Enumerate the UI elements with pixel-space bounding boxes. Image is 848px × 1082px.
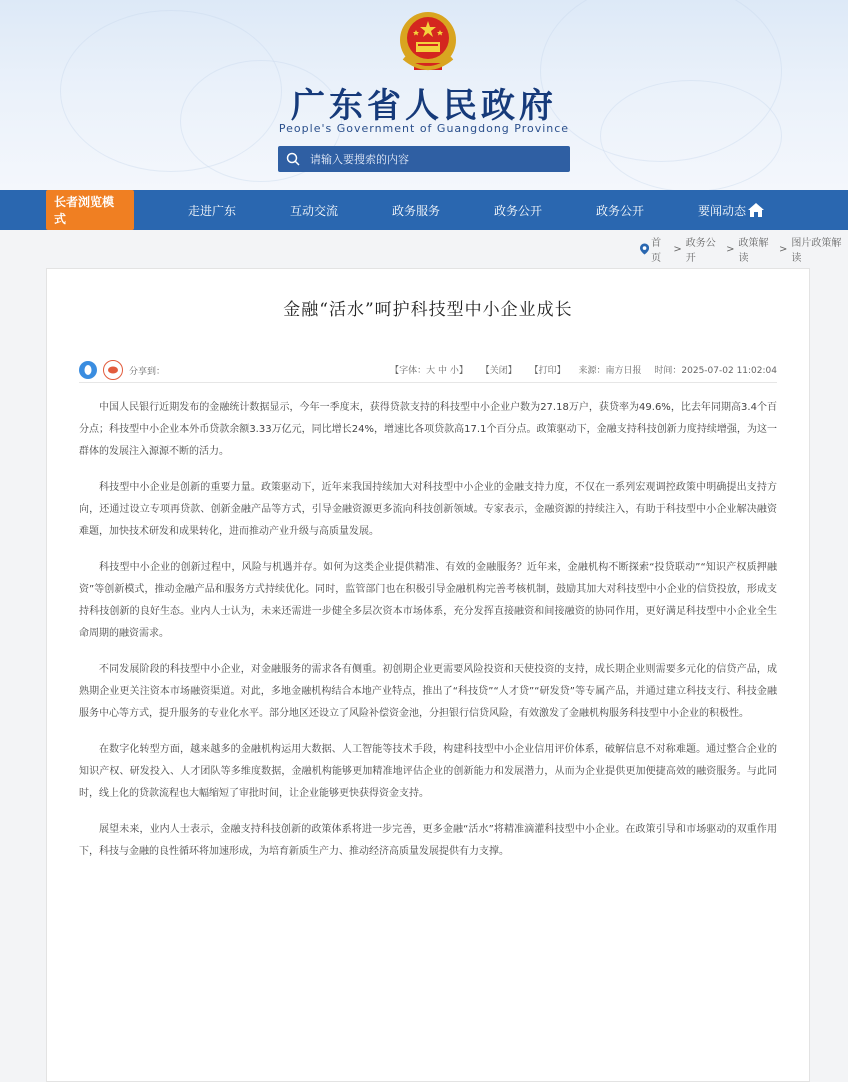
nav-item-services[interactable]: 政务服务 (391, 203, 440, 218)
breadcrumb-policy[interactable]: 政策解读 (738, 238, 769, 264)
font-size-control[interactable]: 【字体：大 中 小】 (390, 366, 468, 376)
breadcrumb: 首页 > 政务公开 > 政策解读 > 图片政策解读 (0, 230, 848, 268)
article-meta (79, 360, 777, 383)
article-card (46, 268, 810, 1082)
article-paragraph: 展望未来，业内人士表示，金融支持科技创新的政策体系将进一步完善，更多金融“活水”将精准滴灌科技型中小企业。在政策引导和市场驱动的双重作用下，科技与金融的良性循环将加速形成，为培育新质生产力、推动经济高质量发展提供有力支撑。 (79, 824, 777, 857)
site-title: 广东省人民政府 (291, 86, 557, 126)
nav-item-interaction[interactable]: 互动交流 (289, 203, 338, 218)
article-paragraph: 科技型中小企业的创新过程中，风险与机遇并存。如何为这类企业提供精准、有效的金融服务？近年来，金融机构不断探索“投贷联动”“知识产权质押融资”等创新模式，推动金融产品和服务方式持续优化。同时，监管部门也在积极引导金融机构完善考核机制，鼓励其加大对科技型中小企业的信贷投放，形成支持科技创新的良好生态。业内人士认为，未来还需进一步健全多层次资本市场体系，充分发挥直接融资和间接融资的协同作用，更好满足科技型中小企业全生命周期的融资需求。 (79, 562, 777, 639)
nav-item-public-info-2[interactable]: 政务公开 (596, 203, 645, 218)
article-title: 金融“活水”呵护科技型中小企业成长 (283, 300, 573, 320)
nav-item-news[interactable]: 要闻动态 (698, 203, 747, 218)
share-tools (79, 360, 165, 380)
search-icon[interactable] (278, 146, 308, 172)
nav-item-public-info[interactable]: 政务公开 (493, 203, 542, 218)
search-input[interactable] (308, 152, 562, 167)
article-source: 来源：南方日报 (578, 366, 642, 376)
article-paragraph: 不同发展阶段的科技型中小企业，对金融服务的需求各有侧重。初创期企业更需要风险投资和天使投资的支持，成长期企业则需要多元化的信贷产品，成熟期企业更关注资本市场融资渠道。对此，多地金融机构结合本地产业特点，推出了“科技贷”“人才贷”“研发贷”等专属产品，并通过建立科技支行、科技金融服务中心等方式，提升服务的专业化水平。部分地区还设立了风险补偿资金池，分担银行信贷风险，有效激发了金融机构服务科技型中小企业的积极性。 (79, 664, 777, 719)
qq-share-icon[interactable] (79, 361, 97, 379)
home-icon[interactable] (746, 200, 766, 220)
breadcrumb-current[interactable]: 图片政策解读 (791, 238, 842, 264)
share-label: 分享到： (129, 366, 166, 377)
breadcrumb-public[interactable]: 政务公开 (685, 238, 716, 264)
elder-mode-button[interactable]: 长者浏览模式 (46, 190, 134, 230)
article-paragraph: 中国人民银行近期发布的金融统计数据显示，今年一季度末，获得贷款支持的科技型中小企业户数为27.18万户，获贷率为49.6%，比去年同期高3.4个百分点；科技型中小企业本外币贷款余额3.33万亿元，同比增长24%，增速比各项贷款高17.1个百分点。政策驱动下，金融支持科技创新力度持续增强，为这一群体的发展注入源源不断的活力。 (79, 402, 777, 457)
nav-item-about-guangdong[interactable]: 走进广东 (187, 203, 236, 218)
main-nav (0, 190, 848, 230)
location-pin-icon (640, 243, 649, 255)
breadcrumb-home[interactable]: 首页 (651, 238, 662, 264)
site-subtitle: People's Government of Guangdong Province (278, 122, 570, 135)
article-meta-info (380, 363, 777, 376)
article-paragraph: 在数字化转型方面，越来越多的金融机构运用大数据、人工智能等技术手段，构建科技型中小企业信用评价体系，破解信息不对称难题。通过整合企业的知识产权、研发投入、人才团队等多维度数据，金融机构能够更加精准地评估企业的创新能力和发展潜力，从而为企业提供更加便捷高效的融资服务。与此同时，线上化的贷款流程也大幅缩短了审批时间，让企业能够更快获得资金支持。 (79, 744, 777, 799)
close-link[interactable]: 【关闭】 (480, 366, 517, 376)
search-box (278, 146, 570, 172)
article-time: 时间：2025-07-02 11:02:04 (654, 366, 777, 376)
article-paragraph: 科技型中小企业是创新的重要力量。政策驱动下，近年来我国持续加大对科技型中小企业的金融支持力度，不仅在一系列宏观调控政策中明确提出支持方向，还通过设立专项再贷款、创新金融产品等方式，引导金融资源更多流向科技创新领域。专家表示，金融资源的持续注入，有助于科技型中小企业解决融资难题，加快技术研发和成果转化，进而推动产业升级与高质量发展。 (79, 482, 777, 537)
print-link[interactable]: 【打印】 (529, 366, 566, 376)
article-body (47, 383, 809, 863)
site-header-banner (0, 0, 848, 190)
weibo-share-icon[interactable] (103, 360, 123, 380)
national-emblem-icon (396, 8, 460, 80)
